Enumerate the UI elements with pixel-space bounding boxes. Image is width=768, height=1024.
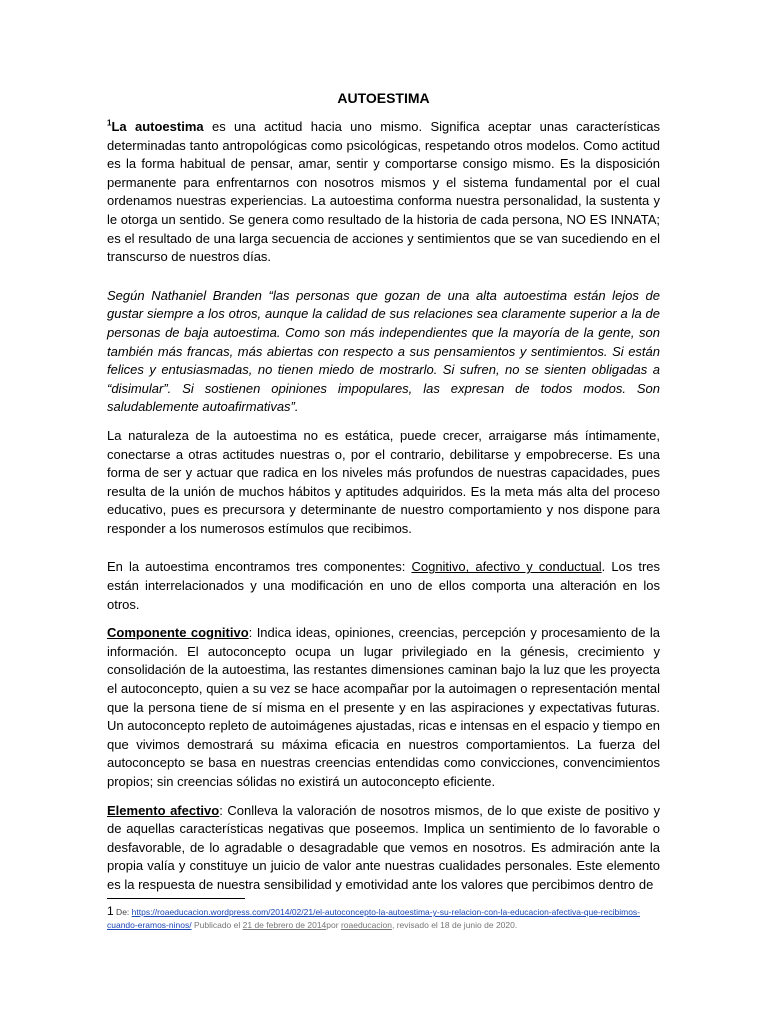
paragraph-definition [107,118,660,267]
paragraph-cognitive [107,624,660,791]
footnote [107,905,660,932]
footnote-url-link[interactable]: https://roaeducacion.wordpress.com/2014/02/21/el-autoconcepto-la-autoestima-y-su-relacion-con-la-educacion-afectiva-que-recibimos-cuando-eramos-ninos/ [107,907,641,930]
footnote-number: 1 [107,904,114,918]
term-componente-cognitivo: Componente cognitivo [107,625,249,641]
paragraph-text: : Indica ideas, opiniones, creencias, percepción y procesamiento de la información. El autoconcepto ocupa un lugar privilegiado en la génesis, crecimiento y consolidación de la autoestima, las restantes dimensiones caminan bajo la luz que les proyecta el autoconcepto, quien a su vez se hace acompañar por la autoimagen o representación mental que la persona tiene de sí misma en el presente y en las aspiraciones y expectativas futuras. Un autoconcepto repleto de autoimágenes ajustadas, ricas e intensas en el espacio y tiempo en que vivimos demostrará su máxima eficacia en nuestros comportamientos. La fuerza del autoconcepto se basa en nuestras creencias entendidas como convicciones, convencimientos propios; sin creencias sólidas no existirá un autoconcepto eficiente. [107,625,660,789]
document-title: AUTOESTIMA [337,90,430,106]
footnote-separator [107,898,245,899]
paragraph-text: : Conlleva la valoración de nosotros mismos, de lo que existe de positivo y de aquellas características negativas que poseemos. Implica un sentimiento de lo favorable o desfavorable, de lo agradable o desagradable que vemos en nosotros. Es admiración ante la propia valía y constituye un juicio de valor ante nuestras cualidades personales. Este elemento es la respuesta de nuestra sensibilidad y emotividad ante los valores que percibimos dentro de [107,802,660,892]
footnote-by: por [326,920,341,930]
paragraph-text: es una actitud hacia uno mismo. Significa aceptar unas características determinadas tanto antropológicas como psicológicas, respetando otros modelos. Como actitud es la forma habitual de pensar, amar, sentir y comportarse consigo mismo. Es la disposición permanente para enfrentarnos con nosotros mismos y el sistema fundamental por el cual ordenamos nuestras experiencias. La autoestima conforma nuestra personalidad, la sustenta y le otorga un sentido. Se genera como resultado de la historia de cada persona, NO ES INNATA; es el resultado de una larga secuencia de acciones y sentimientos que se van sucediendo en el transcurso de nuestros días. [107,119,660,265]
footnote-revised: , revisado el 18 de junio de 2020. [391,920,518,930]
paragraph-nature: La naturaleza de la autoestima no es estática, puede crecer, arraigarse más íntimamente, conectarse a otras actitudes nuestras o, por el contrario, debilitarse y empobrecerse. Es una forma de ser y actuar que radica en los niveles más profundos de nuestras capacidades, pues resulta de la unión de muchos hábitos y aptitudes adquiridos. Es la meta más alta del proceso educativo, pues es precursora y determinante de nuestro comportamiento y nos dispone para responder a los numerosos estímulos que recibimos. [107,427,660,536]
paragraph-text: En la autoestima encontramos tres componentes: [107,559,412,575]
footnote-author-link[interactable]: roaeducacion [340,920,392,930]
paragraph-affective [107,802,660,895]
paragraph-branden-quote: Según Nathaniel Branden “las personas que gozan de una alta autoestima están lejos de gustar siempre a los otros, aunque la calidad de sus relaciones sea claramente superior a la de personas de baja autoestima. Como son más independientes que la mayoría de la gente, son también más francas, más abiertas con respecto a sus pensamientos y sentimientos. Si están felices y entusiasmadas, no tienen miedo de mostrarlo. Si sufren, no se sienten obligadas a “disimular”. Si sostienen opiniones impopulares, las expresan de todos modos. Son saludablemente autoafirmativas”. [107,287,660,415]
footnote-published: Publicado el [191,920,243,930]
paragraph-components [107,558,660,614]
paragraph-text: . Los tres están interrelacionados y una modificación en uno de ellos comporta una alteración en los otros. [107,559,661,612]
footnote-date-link[interactable]: 21 de febrero de 2014 [242,920,327,930]
term-autoestima: La autoestima [111,119,204,134]
footnote-ref[interactable]: 1 [107,118,112,128]
term-elemento-afectivo: Elemento afectivo [107,802,220,818]
footnote-prefix: De: [113,907,132,917]
document-body [107,90,660,905]
components-underlined: Cognitivo, afectivo y conductual [411,559,602,575]
